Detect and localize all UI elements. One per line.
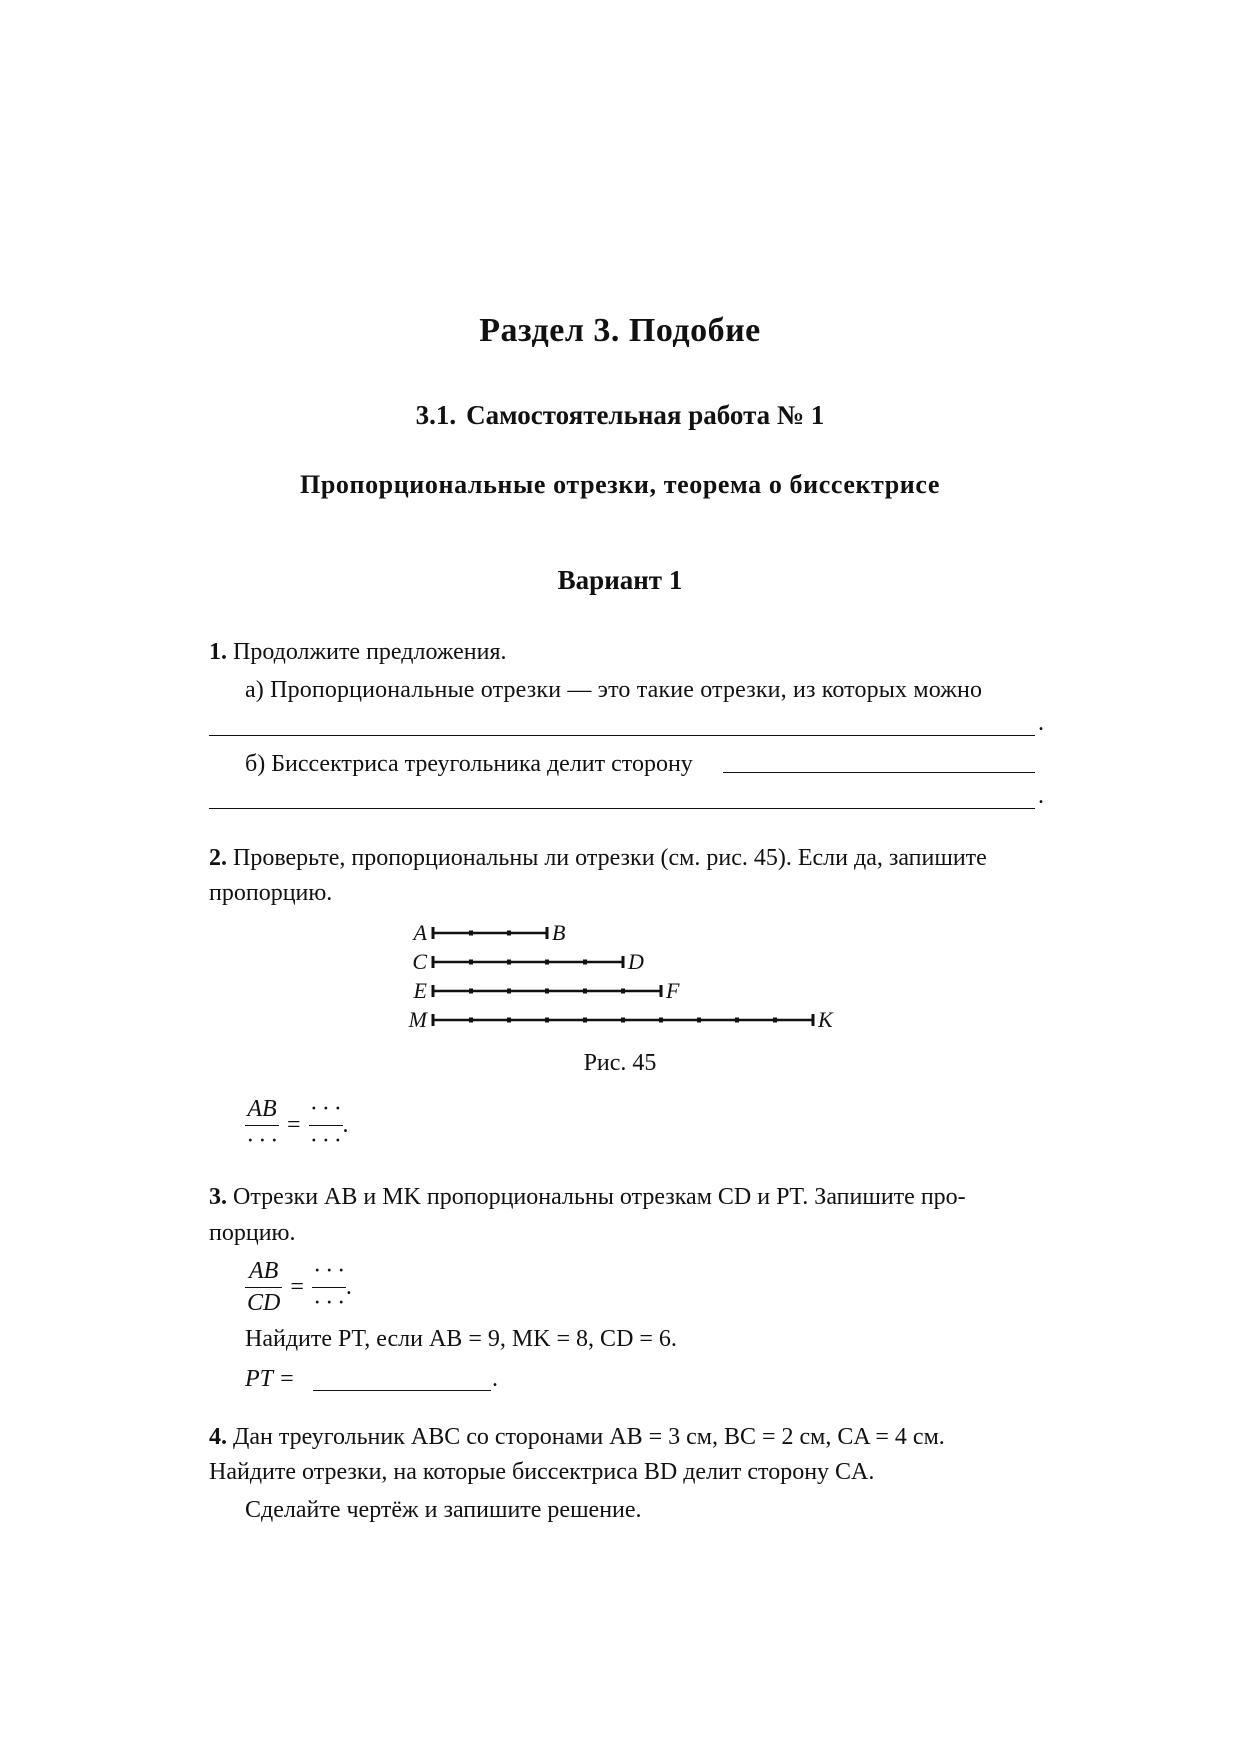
point-label-M: M bbox=[408, 1007, 427, 1032]
task3-proportion bbox=[245, 1258, 352, 1317]
figure-caption: Рис. 45 bbox=[583, 1050, 657, 1076]
task1-number: 1. bbox=[209, 639, 227, 665]
task3-text: Отрезки AB и MK пропорциональны отрезкам CD и PT. Запишите про- bbox=[233, 1184, 966, 1210]
task1-b-period: . bbox=[1038, 783, 1044, 809]
equals-sign: = bbox=[287, 1112, 301, 1138]
work-title: Самостоятельная работа № 1 bbox=[466, 400, 825, 430]
proportion-end: . bbox=[345, 1274, 352, 1300]
tick-mark bbox=[621, 1018, 625, 1023]
tick-mark bbox=[507, 1018, 511, 1023]
tick-mark bbox=[545, 989, 549, 994]
point-label-C: C bbox=[412, 949, 427, 974]
task4-line1 bbox=[209, 1424, 945, 1451]
tick-mark bbox=[546, 927, 549, 939]
task4-text: Дан треугольник ABC со сторонами AB = 3 см, BC = 2 см, CA = 4 см. bbox=[233, 1424, 945, 1450]
task3-answer-line[interactable] bbox=[313, 1390, 491, 1391]
tick-mark bbox=[432, 927, 435, 939]
tick-mark bbox=[773, 1018, 777, 1023]
proportion-end: . bbox=[342, 1112, 349, 1138]
tick-mark bbox=[469, 989, 473, 994]
tick-mark bbox=[622, 956, 625, 968]
point-label-F: F bbox=[666, 978, 680, 1003]
fraction-2-denominator: · · · bbox=[313, 1290, 344, 1316]
point-label-E: E bbox=[413, 978, 427, 1003]
tick-mark bbox=[432, 956, 435, 968]
point-label-D: D bbox=[628, 949, 644, 974]
tick-mark bbox=[735, 1018, 739, 1023]
fraction-1-denominator: CD bbox=[247, 1290, 281, 1316]
tick-mark bbox=[659, 1018, 663, 1023]
task4-line3: Сделайте чертёж и запишите решение. bbox=[245, 1497, 642, 1523]
point-label-B: B bbox=[552, 920, 566, 945]
fraction-2 bbox=[309, 1096, 343, 1155]
task3-number: 3. bbox=[209, 1184, 227, 1210]
tick-mark bbox=[583, 989, 587, 994]
task1-text: Продолжите предложения. bbox=[233, 639, 507, 665]
task2-line2: пропорцию. bbox=[209, 880, 333, 906]
tick-mark bbox=[621, 989, 625, 994]
fraction-2-numerator: · · · bbox=[309, 1096, 343, 1126]
tick-mark bbox=[545, 1018, 549, 1023]
fraction-2-numerator: · · · bbox=[312, 1258, 346, 1288]
fraction-1-numerator: AB bbox=[245, 1096, 279, 1126]
task3-line1 bbox=[209, 1184, 966, 1211]
task2-text: Проверьте, пропорциональны ли отрезки (см. рис. 45). Если да, запишите bbox=[233, 845, 987, 871]
section-title: Раздел 3. Подобие bbox=[479, 312, 761, 349]
variant-title: Вариант 1 bbox=[557, 565, 683, 595]
fraction-2 bbox=[312, 1258, 346, 1317]
tick-mark bbox=[469, 960, 473, 965]
tick-mark bbox=[697, 1018, 701, 1023]
tick-mark bbox=[507, 931, 511, 936]
tick-mark bbox=[507, 989, 511, 994]
task3-find: Найдите PT, если AB = 9, MK = 8, CD = 6. bbox=[245, 1326, 677, 1352]
task2-number: 2. bbox=[209, 845, 227, 871]
fraction-2-denominator: · · · bbox=[310, 1128, 341, 1154]
topic-title: Пропорциональные отрезки, теорема о биссектрисе bbox=[300, 470, 940, 499]
tick-mark bbox=[469, 1018, 473, 1023]
tick-mark bbox=[660, 985, 663, 997]
tick-mark bbox=[432, 985, 435, 997]
fraction-1-denominator: · · · bbox=[247, 1128, 277, 1154]
task3-answer-label: PT = bbox=[245, 1366, 295, 1392]
point-label-K: K bbox=[818, 1007, 833, 1032]
task4-line2: Найдите отрезки, на которые биссектриса BD делит сторону CA. bbox=[209, 1459, 875, 1485]
task3-answer-end: . bbox=[492, 1366, 498, 1392]
point-label-A: A bbox=[413, 920, 427, 945]
tick-mark bbox=[545, 960, 549, 965]
task2-proportion bbox=[245, 1096, 349, 1155]
task1-b: б) Биссектриса треугольника делит сторону bbox=[245, 751, 693, 777]
tick-mark bbox=[812, 1014, 815, 1026]
tick-mark bbox=[507, 960, 511, 965]
tick-mark bbox=[469, 931, 473, 936]
tick-mark bbox=[583, 960, 587, 965]
task3-line2: порцию. bbox=[209, 1220, 296, 1246]
work-number: 3.1. bbox=[415, 400, 457, 430]
fraction-1-numerator: AB bbox=[245, 1258, 282, 1288]
tick-mark bbox=[583, 1018, 587, 1023]
task1-a-period: . bbox=[1038, 710, 1044, 736]
fraction-1 bbox=[245, 1096, 279, 1155]
tick-mark bbox=[432, 1014, 435, 1026]
task1-a: а) Пропорциональные отрезки — это такие отрезки, из которых можно bbox=[245, 677, 983, 703]
equals-sign: = bbox=[290, 1274, 304, 1300]
fraction-1 bbox=[245, 1258, 282, 1317]
task4-number: 4. bbox=[209, 1424, 227, 1450]
